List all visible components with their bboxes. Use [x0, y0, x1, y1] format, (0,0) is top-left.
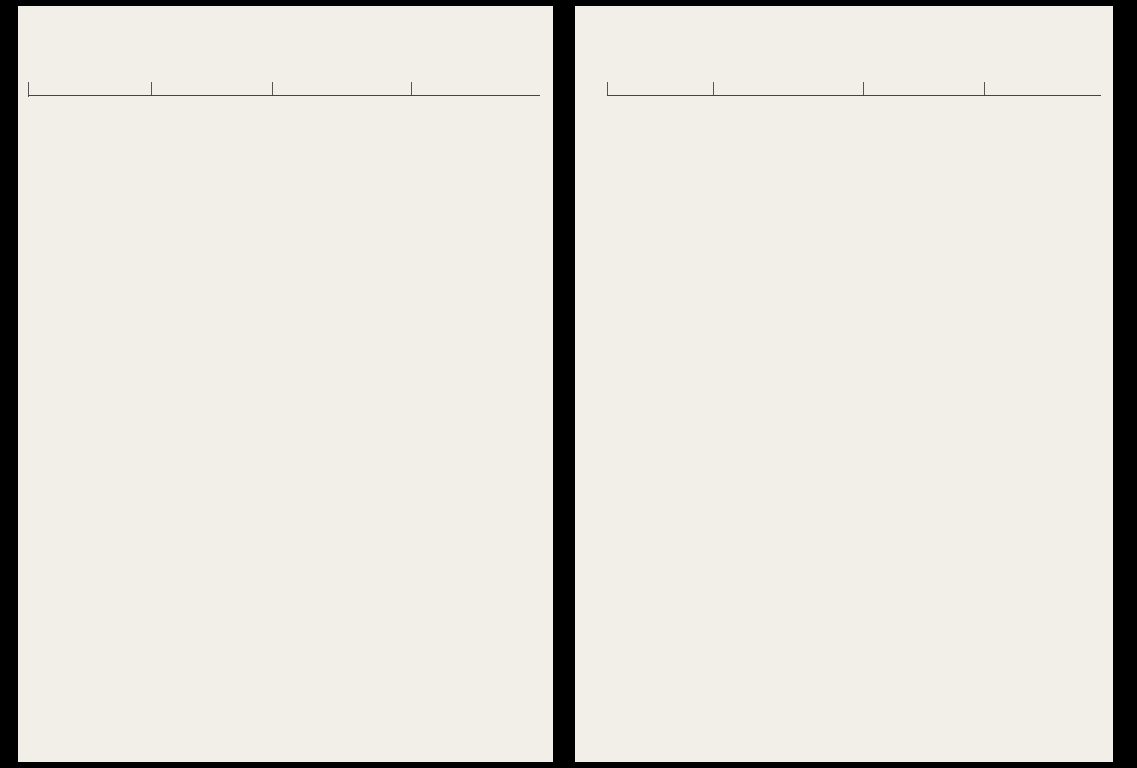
item-column-header [29, 82, 152, 96]
right-statistics-table [607, 82, 1101, 96]
left-page [18, 6, 553, 762]
line-header-3 [411, 82, 540, 96]
line-header-jiamusi [864, 82, 985, 96]
line-header-2 [272, 82, 411, 96]
line-header-1 [152, 82, 272, 96]
left-statistics-table [28, 82, 540, 96]
right-page [575, 6, 1113, 762]
line-header-tokai [714, 82, 864, 96]
line-header-tsunei [608, 82, 714, 96]
line-header-kasui [984, 82, 1101, 96]
